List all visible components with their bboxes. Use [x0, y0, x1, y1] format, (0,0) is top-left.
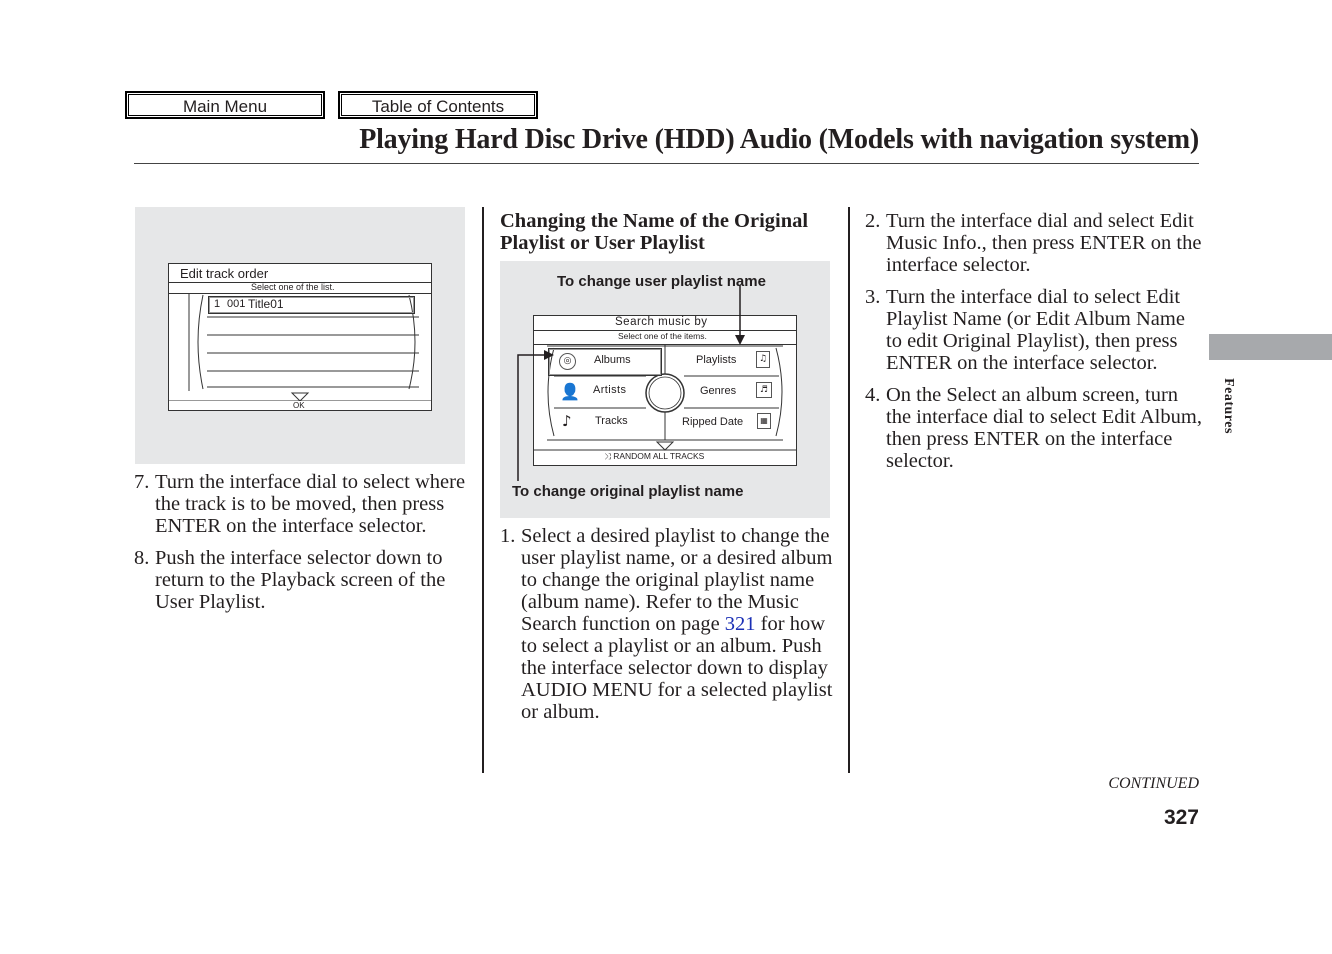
column-divider-left	[482, 207, 484, 773]
genres-label: Genres	[700, 385, 737, 397]
features-tab-label: Features	[1221, 378, 1236, 434]
page-321-link[interactable]: 321	[724, 613, 756, 635]
table-of-contents-button[interactable]: Table of Contents	[338, 91, 538, 119]
genre-icon: ♬	[756, 382, 772, 398]
row-title: Title01	[248, 297, 284, 311]
search-music-illustration	[500, 261, 830, 518]
section-heading: Changing the Name of the Original Playlist or User Playlist	[500, 210, 809, 254]
albums-label: Albums	[594, 354, 631, 366]
ripped-date-label: Ripped Date	[682, 416, 744, 428]
playlist-icon: ♫	[756, 351, 770, 368]
disc-icon: ◎	[559, 353, 576, 370]
artists-label: Artists	[593, 384, 627, 396]
calendar-icon: ▦	[757, 413, 771, 429]
music-note-icon: ♪	[562, 412, 572, 430]
ok-label: OK	[293, 401, 305, 410]
edit-track-order-screen	[168, 263, 432, 411]
step-7: 7. Turn the interface dial to select where the track is to be moved, then press ENTER on the interface selector.	[134, 471, 466, 537]
step-8: 8. Push the interface selector down to return to the Playback screen of the User Playlist.	[134, 547, 446, 613]
features-tab	[1209, 334, 1332, 360]
shuffle-icon: ⤨	[604, 452, 611, 462]
page-title: Playing Hard Disc Drive (HDD) Audio (Models with navigation system)	[359, 124, 1199, 155]
tracks-label: Tracks	[595, 415, 628, 427]
callout-user-playlist: To change user playlist name	[557, 273, 766, 290]
step-1: 1. Select a desired playlist to change the user playlist name, or a desired album to change the original playlist name (album name). Refer to the Music Search function on page 321 for how to select a playlist or an album. Push the interface selector down to display AUDIO MENU for a selected playlist or album.	[500, 525, 833, 723]
row-number: 1	[214, 298, 221, 310]
step-4: 4. On the Select an album screen, turn the interface dial to select Edit Album, then press ENTER on the interface selector.	[865, 384, 1202, 472]
artist-icon: 👤	[560, 382, 580, 401]
right-steps	[865, 210, 1205, 482]
selected-list-row[interactable]	[208, 296, 415, 314]
step-3: 3. Turn the interface dial to select Edit Playlist Name (or Edit Album Name to edit Original Playlist), then press ENTER on the interface selector.	[865, 286, 1185, 374]
page-number: 327	[1163, 806, 1199, 829]
screen-subheader: Select one of the items.	[618, 331, 707, 341]
left-steps	[134, 471, 474, 623]
main-menu-button[interactable]: Main Menu	[125, 91, 325, 119]
edit-track-order-illustration	[135, 207, 465, 464]
screen-subheader: Select one of the list.	[251, 282, 335, 292]
screen-header: Edit track order	[180, 266, 269, 281]
random-all-tracks-label: RANDOM ALL TRACKS	[613, 451, 705, 461]
screen-header: Search music by	[615, 316, 708, 328]
step-2: 2. Turn the interface dial and select Edit Music Info., then press ENTER on the interface selector.	[865, 210, 1202, 276]
callout-arrows	[500, 261, 830, 518]
row-track-number: 001	[227, 298, 246, 310]
callout-original-playlist: To change original playlist name	[512, 483, 744, 500]
column-divider-right	[848, 207, 850, 773]
playlists-label: Playlists	[696, 354, 737, 366]
title-divider	[134, 163, 1199, 164]
continued-label: CONTINUED	[1108, 775, 1199, 792]
